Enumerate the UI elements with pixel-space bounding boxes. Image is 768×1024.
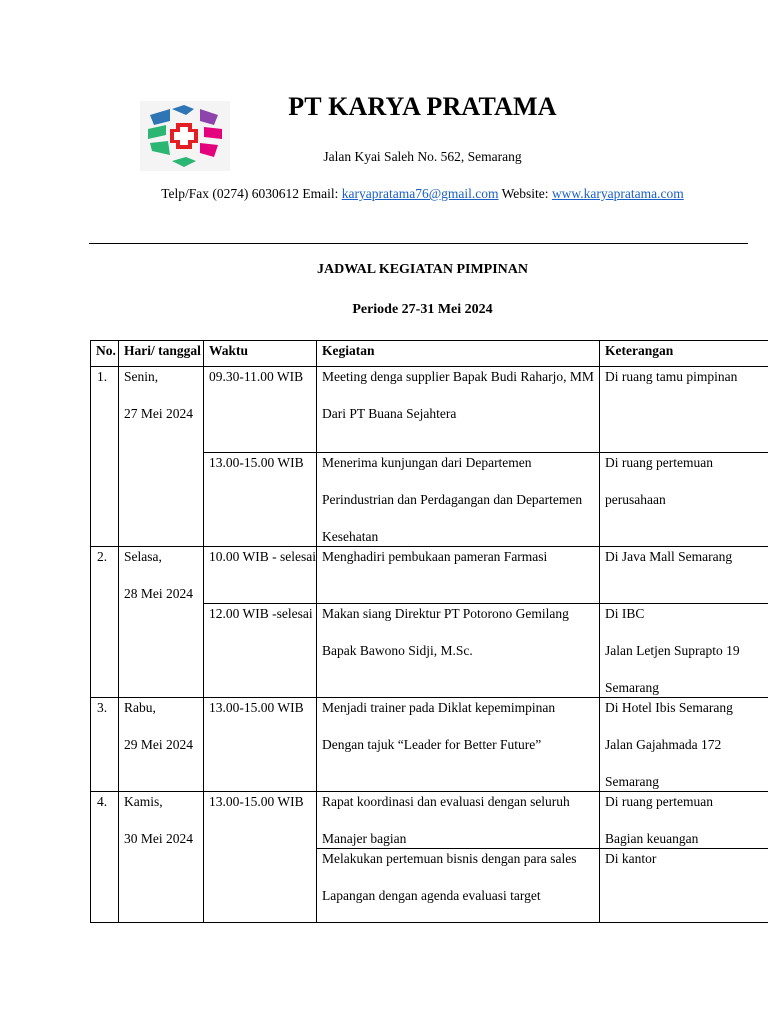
activity-line: Perindustrian dan Perdagangan dan Departemen (322, 492, 583, 507)
activity-line: Manajer bagian (322, 831, 407, 846)
day-date: 29 Mei 2024 (124, 737, 193, 752)
day-date-cell (119, 792, 204, 923)
day-date: 28 Mei 2024 (124, 586, 193, 601)
note-cell (600, 792, 768, 849)
activity-line: Bapak Bawono Sidji, M.Sc. (322, 643, 473, 658)
company-address: Jalan Kyai Saleh No. 562, Semarang (323, 149, 522, 164)
note-line: Di Java Mall Semarang (605, 549, 733, 564)
note-line: Di ruang tamu pimpinan (605, 369, 738, 384)
column-header: Waktu (204, 341, 317, 367)
time-cell: 13.00-15.00 WIB (204, 453, 317, 547)
day-date-cell (119, 547, 204, 698)
note-line: Semarang (605, 680, 659, 695)
column-header: Kegiatan (317, 341, 600, 367)
activity-line: Rapat koordinasi dan evaluasi dengan seluruh (322, 794, 570, 809)
note-cell (600, 547, 768, 604)
activity-cell (317, 792, 600, 849)
schedule-table (90, 340, 768, 923)
day-name: Selasa, (124, 549, 162, 564)
note-cell (600, 849, 768, 923)
activity-cell (317, 604, 600, 698)
contact-prefix: Telp/Fax (0274) 6030612 Email: (161, 186, 342, 201)
activity-cell (317, 698, 600, 792)
company-name: PT KARYA PRATAMA (288, 92, 557, 121)
activity-line: Lapangan dengan agenda evaluasi target (322, 888, 541, 903)
activity-cell (317, 849, 600, 923)
table-row (91, 547, 768, 604)
note-cell (600, 698, 768, 792)
note-cell (600, 367, 768, 453)
document-period: Periode 27-31 Mei 2024 (352, 302, 493, 317)
activity-line: Makan siang Direktur PT Potorono Gemilang (322, 606, 569, 621)
email-link[interactable]: karyapratama76@gmail.com (341, 186, 499, 201)
day-name: Senin, (124, 369, 159, 384)
document-title: JADWAL KEGIATAN PIMPINAN (316, 262, 529, 277)
note-cell (600, 453, 768, 547)
company-contact (0, 186, 768, 202)
column-header: No. (91, 341, 119, 367)
note-line: Di Hotel Ibis Semarang (605, 700, 733, 715)
day-date-cell (119, 367, 204, 547)
note-line: Semarang (605, 774, 659, 789)
day-date: 27 Mei 2024 (124, 406, 193, 421)
activity-cell (317, 453, 600, 547)
note-line: perusahaan (605, 492, 666, 507)
note-cell (600, 604, 768, 698)
note-line: Jalan Gajahmada 172 (605, 737, 722, 752)
table-header-row (91, 341, 768, 367)
day-date: 30 Mei 2024 (124, 831, 193, 846)
day-date-cell (119, 698, 204, 792)
time-cell: 13.00-15.00 WIB (204, 698, 317, 792)
column-header: Hari/ tanggal (119, 341, 204, 367)
activity-line: Dengan tajuk “Leader for Better Future” (322, 737, 542, 752)
activity-line: Dari PT Buana Sejahtera (322, 406, 457, 421)
table-row (91, 698, 768, 792)
day-name: Kamis, (124, 794, 163, 809)
activity-line: Meeting denga supplier Bapak Budi Raharjo, MM (322, 369, 594, 384)
note-line: Di IBC (605, 606, 645, 621)
note-line: Di ruang pertemuan (605, 455, 713, 470)
note-line: Bagian keuangan (605, 831, 699, 846)
activity-line: Menghadiri pembukaan pameran Farmasi (322, 549, 548, 564)
header-divider (89, 243, 748, 244)
note-line: Di kantor (605, 851, 657, 866)
time-cell: 10.00 WIB - selesai (204, 547, 317, 604)
activity-line: Menerima kunjungan dari Departemen (322, 455, 532, 470)
row-number: 2. (91, 547, 119, 698)
time-cell: 13.00-15.00 WIB (204, 792, 317, 923)
note-line: Jalan Letjen Suprapto 19 (605, 643, 740, 658)
activity-line: Menjadi trainer pada Diklat kepemimpinan (322, 700, 556, 715)
column-header: Keterangan (600, 341, 768, 367)
website-label: Website: (498, 186, 552, 201)
day-name: Rabu, (124, 700, 156, 715)
activity-cell (317, 547, 600, 604)
table-row (91, 367, 768, 453)
activity-line: Kesehatan (322, 529, 379, 544)
row-number: 4. (91, 792, 119, 923)
table-row (91, 792, 768, 849)
row-number: 3. (91, 698, 119, 792)
activity-cell (317, 367, 600, 453)
time-cell: 09.30-11.00 WIB (204, 367, 317, 453)
note-line: Di ruang pertemuan (605, 794, 713, 809)
activity-line: Melakukan pertemuan bisnis dengan para sales (322, 851, 577, 866)
row-number: 1. (91, 367, 119, 547)
website-link[interactable]: www.karyapratama.com (551, 186, 684, 201)
time-cell: 12.00 WIB -selesai (204, 604, 317, 698)
